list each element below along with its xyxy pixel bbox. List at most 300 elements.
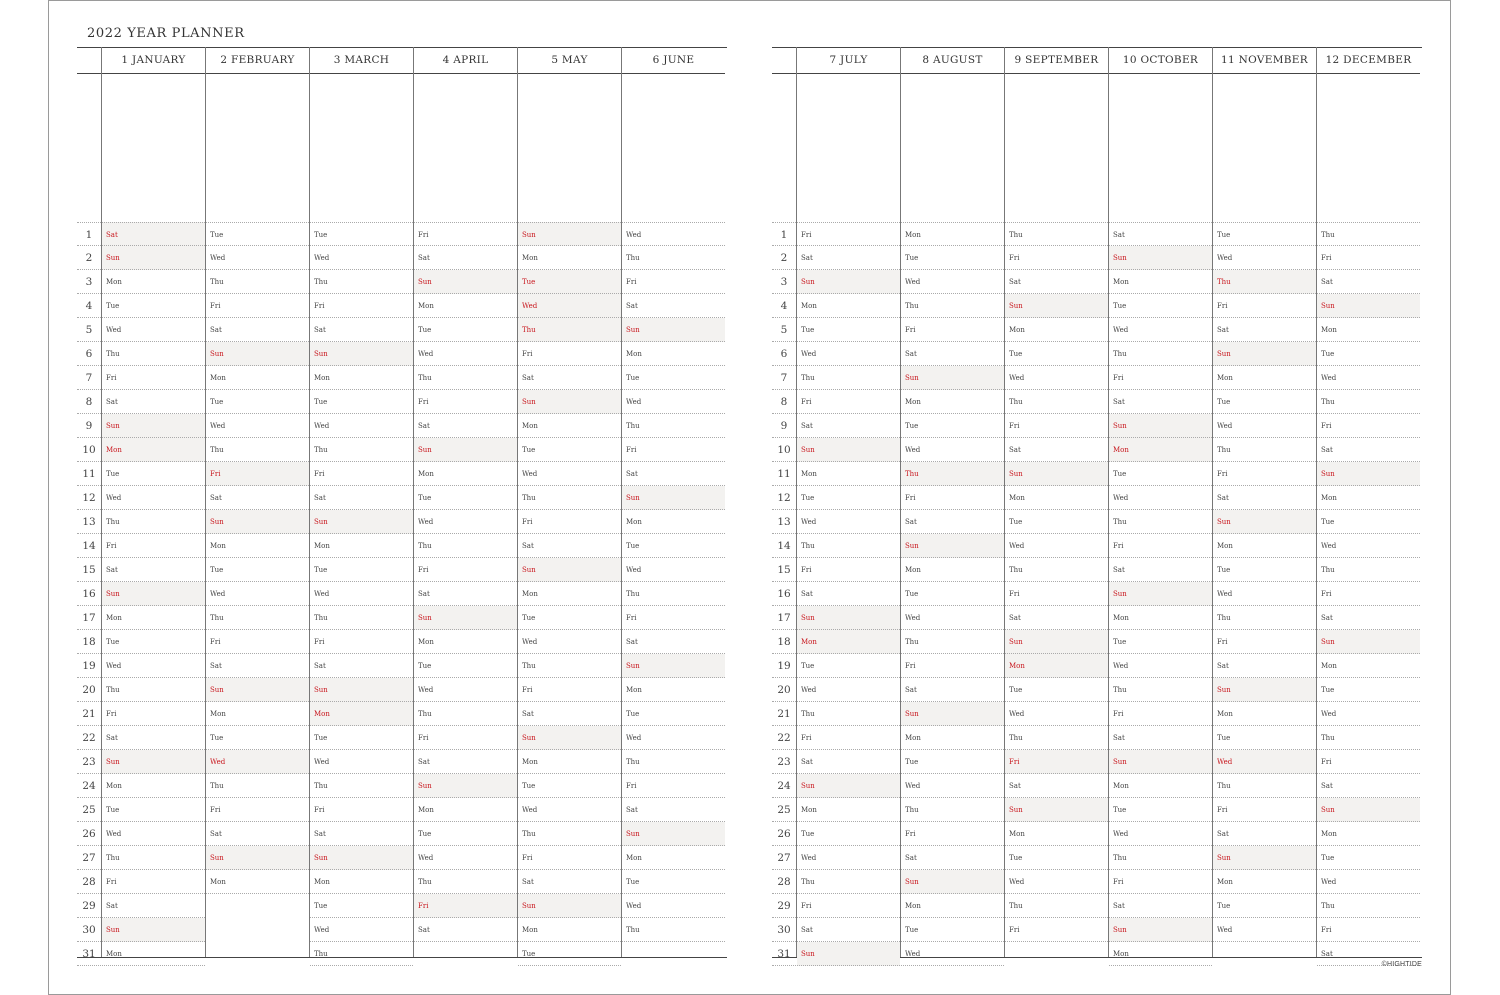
day-cell[interactable]: Tue [1005, 342, 1108, 366]
day-cell[interactable]: Tue [102, 630, 205, 654]
holiday-day-cell[interactable]: Sun [901, 702, 1004, 726]
day-cell[interactable]: Tue [1213, 222, 1316, 246]
holiday-day-cell[interactable]: Sun [1109, 414, 1212, 438]
holiday-day-cell[interactable]: Fri [414, 894, 517, 918]
holiday-day-cell[interactable]: Sun [901, 870, 1004, 894]
day-cell[interactable]: Thu [518, 654, 621, 678]
day-cell[interactable]: Wed [797, 678, 900, 702]
day-cell[interactable]: Sat [414, 246, 517, 270]
day-cell[interactable]: Thu [1317, 726, 1420, 750]
day-cell[interactable]: Mon [797, 798, 900, 822]
day-cell[interactable]: Sat [310, 486, 413, 510]
day-cell[interactable]: Wed [206, 246, 309, 270]
day-cell[interactable]: Thu [1005, 558, 1108, 582]
day-cell[interactable]: Fri [1317, 414, 1420, 438]
day-cell[interactable]: Sat [901, 510, 1004, 534]
day-cell[interactable]: Wed [622, 894, 725, 918]
day-cell[interactable]: Wed [414, 846, 517, 870]
day-cell[interactable]: Thu [1109, 678, 1212, 702]
holiday-day-cell[interactable]: Thu [1213, 270, 1316, 294]
holiday-day-cell[interactable]: Sun [1317, 462, 1420, 486]
day-cell[interactable]: Tue [901, 582, 1004, 606]
day-cell[interactable]: Fri [206, 630, 309, 654]
holiday-day-cell[interactable]: Sun [622, 486, 725, 510]
day-cell[interactable]: Sat [518, 702, 621, 726]
holiday-day-cell[interactable]: Sun [414, 774, 517, 798]
holiday-day-cell[interactable]: Mon [1109, 438, 1212, 462]
day-cell[interactable]: Fri [901, 822, 1004, 846]
day-cell[interactable]: Sat [102, 390, 205, 414]
day-cell[interactable]: Fri [1213, 630, 1316, 654]
day-cell[interactable]: Sat [310, 822, 413, 846]
day-cell[interactable]: Thu [901, 294, 1004, 318]
day-cell[interactable]: Sat [206, 318, 309, 342]
day-cell[interactable]: Fri [1213, 294, 1316, 318]
day-cell[interactable]: Wed [1005, 702, 1108, 726]
day-cell[interactable]: Tue [1109, 462, 1212, 486]
day-cell[interactable]: Sat [1005, 606, 1108, 630]
day-cell[interactable]: Thu [1005, 894, 1108, 918]
holiday-day-cell[interactable]: Sun [1005, 462, 1108, 486]
day-cell[interactable]: Thu [901, 630, 1004, 654]
day-cell[interactable]: Wed [518, 798, 621, 822]
day-cell[interactable]: Wed [310, 750, 413, 774]
day-cell[interactable]: Wed [1213, 246, 1316, 270]
day-cell[interactable]: Wed [1005, 870, 1108, 894]
day-cell[interactable]: Mon [1109, 942, 1212, 966]
day-cell[interactable]: Tue [206, 222, 309, 246]
day-cell[interactable]: Tue [1213, 894, 1316, 918]
day-cell[interactable]: Fri [518, 510, 621, 534]
day-cell[interactable]: Thu [414, 366, 517, 390]
day-cell[interactable]: Tue [1317, 510, 1420, 534]
holiday-day-cell[interactable]: Sun [102, 918, 205, 942]
day-cell[interactable]: Wed [414, 678, 517, 702]
day-cell[interactable]: Tue [797, 318, 900, 342]
day-cell[interactable]: Sat [1109, 390, 1212, 414]
day-cell[interactable]: Mon [797, 294, 900, 318]
day-cell[interactable]: Fri [518, 678, 621, 702]
holiday-day-cell[interactable]: Sun [901, 534, 1004, 558]
holiday-day-cell[interactable]: Sun [102, 246, 205, 270]
day-cell[interactable]: Sat [797, 246, 900, 270]
day-cell[interactable]: Mon [310, 870, 413, 894]
holiday-day-cell[interactable]: Wed [1213, 750, 1316, 774]
day-cell[interactable]: Wed [1317, 870, 1420, 894]
day-cell[interactable]: Thu [206, 606, 309, 630]
day-cell[interactable]: Tue [797, 654, 900, 678]
day-cell[interactable]: Thu [310, 774, 413, 798]
day-cell[interactable]: Fri [414, 390, 517, 414]
day-cell[interactable]: Fri [622, 438, 725, 462]
day-cell[interactable]: Thu [1005, 726, 1108, 750]
day-cell[interactable]: Wed [901, 606, 1004, 630]
day-cell[interactable]: Mon [622, 846, 725, 870]
day-cell[interactable]: Thu [414, 702, 517, 726]
day-cell[interactable]: Mon [1005, 486, 1108, 510]
day-cell[interactable]: Fri [901, 654, 1004, 678]
day-cell[interactable]: Fri [206, 798, 309, 822]
day-cell[interactable]: Tue [797, 486, 900, 510]
day-cell[interactable]: Sat [414, 750, 517, 774]
day-cell[interactable]: Fri [1109, 870, 1212, 894]
day-cell[interactable]: Tue [901, 918, 1004, 942]
day-cell[interactable]: Thu [622, 750, 725, 774]
holiday-day-cell[interactable]: Sun [206, 342, 309, 366]
day-cell[interactable]: Wed [1005, 366, 1108, 390]
day-cell[interactable]: Wed [797, 510, 900, 534]
day-cell[interactable]: Mon [1213, 870, 1316, 894]
day-cell[interactable]: Tue [1213, 558, 1316, 582]
day-cell[interactable]: Fri [622, 270, 725, 294]
day-cell[interactable]: Mon [102, 606, 205, 630]
day-cell[interactable]: Tue [518, 942, 621, 966]
holiday-day-cell[interactable]: Thu [901, 462, 1004, 486]
day-cell[interactable]: Sat [1005, 774, 1108, 798]
holiday-day-cell[interactable]: Sun [1109, 918, 1212, 942]
day-cell[interactable]: Tue [622, 366, 725, 390]
day-cell[interactable]: Mon [518, 582, 621, 606]
holiday-day-cell[interactable]: Sun [1213, 510, 1316, 534]
day-cell[interactable]: Tue [414, 654, 517, 678]
holiday-day-cell[interactable]: Sun [1109, 582, 1212, 606]
day-cell[interactable]: Sat [1317, 606, 1420, 630]
day-cell[interactable]: Mon [206, 702, 309, 726]
day-cell[interactable]: Mon [206, 366, 309, 390]
day-cell[interactable]: Mon [414, 294, 517, 318]
day-cell[interactable]: Tue [310, 894, 413, 918]
day-cell[interactable]: Tue [102, 798, 205, 822]
holiday-day-cell[interactable]: Fri [1005, 750, 1108, 774]
holiday-day-cell[interactable]: Sun [310, 678, 413, 702]
day-cell[interactable]: Sat [622, 798, 725, 822]
day-cell[interactable]: Thu [1317, 558, 1420, 582]
day-cell[interactable]: Tue [622, 702, 725, 726]
day-cell[interactable]: Thu [1109, 846, 1212, 870]
holiday-day-cell[interactable]: Sun [206, 678, 309, 702]
holiday-day-cell[interactable]: Sun [518, 726, 621, 750]
holiday-day-cell[interactable]: Sun [102, 414, 205, 438]
day-cell[interactable]: Tue [901, 246, 1004, 270]
day-cell[interactable]: Thu [1109, 342, 1212, 366]
day-cell[interactable]: Sat [518, 870, 621, 894]
day-cell[interactable]: Thu [797, 366, 900, 390]
day-cell[interactable]: Thu [414, 534, 517, 558]
day-cell[interactable]: Tue [901, 750, 1004, 774]
day-cell[interactable]: Fri [797, 558, 900, 582]
day-cell[interactable]: Fri [206, 294, 309, 318]
holiday-day-cell[interactable]: Sun [622, 654, 725, 678]
day-cell[interactable]: Mon [518, 918, 621, 942]
day-cell[interactable]: Mon [901, 726, 1004, 750]
holiday-day-cell[interactable]: Sun [518, 390, 621, 414]
day-cell[interactable]: Mon [1109, 270, 1212, 294]
day-cell[interactable]: Wed [622, 558, 725, 582]
day-cell[interactable]: Fri [414, 222, 517, 246]
day-cell[interactable]: Mon [1005, 318, 1108, 342]
day-cell[interactable]: Wed [1109, 822, 1212, 846]
day-cell[interactable]: Thu [310, 942, 413, 966]
day-cell[interactable]: Tue [102, 294, 205, 318]
holiday-day-cell[interactable]: Sun [1317, 798, 1420, 822]
day-cell[interactable]: Fri [1213, 798, 1316, 822]
day-cell[interactable]: Sat [518, 366, 621, 390]
day-cell[interactable]: Fri [1109, 534, 1212, 558]
day-cell[interactable]: Tue [1005, 510, 1108, 534]
day-cell[interactable]: Wed [622, 222, 725, 246]
day-cell[interactable]: Mon [1005, 822, 1108, 846]
day-cell[interactable]: Thu [1317, 222, 1420, 246]
day-cell[interactable]: Wed [1005, 534, 1108, 558]
day-cell[interactable]: Thu [1317, 390, 1420, 414]
day-cell[interactable]: Mon [310, 366, 413, 390]
holiday-day-cell[interactable]: Sun [797, 774, 900, 798]
day-cell[interactable]: Wed [622, 390, 725, 414]
day-cell[interactable]: Wed [1317, 366, 1420, 390]
day-cell[interactable]: Tue [310, 222, 413, 246]
day-cell[interactable]: Fri [1005, 918, 1108, 942]
day-cell[interactable]: Tue [310, 558, 413, 582]
day-cell[interactable]: Sat [797, 414, 900, 438]
day-cell[interactable]: Thu [901, 798, 1004, 822]
day-cell[interactable]: Tue [206, 558, 309, 582]
day-cell[interactable]: Thu [622, 582, 725, 606]
day-cell[interactable]: Sat [622, 630, 725, 654]
day-cell[interactable]: Sat [206, 486, 309, 510]
day-cell[interactable]: Wed [1213, 582, 1316, 606]
holiday-day-cell[interactable]: Sun [797, 942, 900, 966]
day-cell[interactable]: Sat [1317, 438, 1420, 462]
day-cell[interactable]: Tue [414, 318, 517, 342]
day-cell[interactable]: Thu [797, 702, 900, 726]
day-cell[interactable]: Sat [1109, 222, 1212, 246]
holiday-day-cell[interactable]: Sun [1005, 630, 1108, 654]
day-cell[interactable]: Sat [622, 462, 725, 486]
day-cell[interactable]: Sat [206, 822, 309, 846]
day-cell[interactable]: Mon [102, 270, 205, 294]
day-cell[interactable]: Sat [797, 918, 900, 942]
day-cell[interactable]: Mon [622, 510, 725, 534]
day-cell[interactable]: Sat [901, 846, 1004, 870]
day-cell[interactable]: Mon [1213, 366, 1316, 390]
day-cell[interactable]: Sat [206, 654, 309, 678]
holiday-day-cell[interactable]: Sun [310, 510, 413, 534]
day-cell[interactable]: Mon [901, 558, 1004, 582]
day-cell[interactable]: Wed [310, 246, 413, 270]
day-cell[interactable]: Mon [310, 534, 413, 558]
day-cell[interactable]: Mon [518, 414, 621, 438]
day-cell[interactable]: Thu [102, 678, 205, 702]
day-cell[interactable]: Wed [310, 918, 413, 942]
day-cell[interactable]: Sat [1213, 822, 1316, 846]
day-cell[interactable]: Tue [1109, 798, 1212, 822]
day-cell[interactable]: Fri [518, 846, 621, 870]
day-cell[interactable]: Thu [102, 342, 205, 366]
day-cell[interactable]: Fri [102, 702, 205, 726]
holiday-day-cell[interactable]: Mon [1005, 654, 1108, 678]
day-cell[interactable]: Sat [1109, 726, 1212, 750]
day-cell[interactable]: Mon [102, 774, 205, 798]
day-cell[interactable]: Mon [1317, 654, 1420, 678]
holiday-day-cell[interactable]: Sun [1005, 798, 1108, 822]
holiday-day-cell[interactable]: Sun [518, 894, 621, 918]
day-cell[interactable]: Sat [1005, 438, 1108, 462]
day-cell[interactable]: Mon [1213, 534, 1316, 558]
day-cell[interactable]: Mon [1109, 774, 1212, 798]
day-cell[interactable]: Sat [1109, 894, 1212, 918]
holiday-day-cell[interactable]: Sun [797, 270, 900, 294]
holiday-day-cell[interactable]: Sun [518, 558, 621, 582]
day-cell[interactable]: Fri [1005, 582, 1108, 606]
day-cell[interactable]: Mon [1213, 702, 1316, 726]
day-cell[interactable]: Wed [1213, 918, 1316, 942]
day-cell[interactable]: Thu [1213, 606, 1316, 630]
day-cell[interactable]: Wed [797, 342, 900, 366]
holiday-day-cell[interactable]: Sun [1317, 630, 1420, 654]
day-cell[interactable]: Fri [1005, 246, 1108, 270]
day-cell[interactable]: Mon [1109, 606, 1212, 630]
day-cell[interactable]: Mon [206, 870, 309, 894]
day-cell[interactable]: Fri [797, 726, 900, 750]
holiday-day-cell[interactable]: Sun [901, 366, 1004, 390]
day-cell[interactable]: Mon [797, 462, 900, 486]
day-cell[interactable]: Mon [622, 678, 725, 702]
day-cell[interactable]: Thu [1109, 510, 1212, 534]
day-cell[interactable]: Mon [518, 750, 621, 774]
day-cell[interactable]: Sat [414, 918, 517, 942]
day-cell[interactable]: Thu [1213, 774, 1316, 798]
day-cell[interactable]: Mon [901, 222, 1004, 246]
holiday-day-cell[interactable]: Wed [206, 750, 309, 774]
day-cell[interactable]: Tue [1005, 846, 1108, 870]
holiday-day-cell[interactable]: Mon [310, 702, 413, 726]
day-cell[interactable]: Fri [1109, 702, 1212, 726]
day-cell[interactable]: Sat [797, 750, 900, 774]
day-cell[interactable]: Wed [102, 486, 205, 510]
day-cell[interactable]: Tue [1109, 294, 1212, 318]
day-cell[interactable]: Tue [622, 534, 725, 558]
day-cell[interactable]: Thu [1005, 390, 1108, 414]
day-cell[interactable]: Mon [102, 942, 205, 966]
day-cell[interactable]: Fri [622, 774, 725, 798]
holiday-day-cell[interactable]: Sat [102, 222, 205, 246]
day-cell[interactable]: Sat [310, 654, 413, 678]
day-cell[interactable]: Tue [518, 438, 621, 462]
day-cell[interactable]: Tue [206, 726, 309, 750]
holiday-day-cell[interactable]: Tue [518, 270, 621, 294]
holiday-day-cell[interactable]: Fri [206, 462, 309, 486]
day-cell[interactable]: Fri [1005, 414, 1108, 438]
day-cell[interactable]: Sat [1317, 270, 1420, 294]
holiday-day-cell[interactable]: Sun [518, 222, 621, 246]
day-cell[interactable]: Thu [518, 486, 621, 510]
day-cell[interactable]: Tue [622, 870, 725, 894]
day-cell[interactable]: Fri [1317, 582, 1420, 606]
holiday-day-cell[interactable]: Sun [1109, 750, 1212, 774]
day-cell[interactable]: Fri [310, 798, 413, 822]
day-cell[interactable]: Sat [1109, 558, 1212, 582]
day-cell[interactable]: Thu [622, 414, 725, 438]
day-cell[interactable]: Thu [518, 822, 621, 846]
day-cell[interactable]: Wed [901, 270, 1004, 294]
day-cell[interactable]: Sat [414, 582, 517, 606]
day-cell[interactable]: Fri [1317, 750, 1420, 774]
day-cell[interactable]: Sat [1005, 270, 1108, 294]
day-cell[interactable]: Tue [102, 462, 205, 486]
day-cell[interactable]: Tue [1005, 678, 1108, 702]
day-cell[interactable]: Wed [518, 462, 621, 486]
day-cell[interactable]: Thu [310, 270, 413, 294]
day-cell[interactable]: Sat [1317, 774, 1420, 798]
day-cell[interactable]: Fri [1109, 366, 1212, 390]
day-cell[interactable]: Fri [518, 342, 621, 366]
day-cell[interactable]: Fri [1317, 246, 1420, 270]
holiday-day-cell[interactable]: Sun [310, 342, 413, 366]
day-cell[interactable]: Thu [102, 510, 205, 534]
day-cell[interactable]: Fri [901, 318, 1004, 342]
day-cell[interactable]: Tue [310, 390, 413, 414]
day-cell[interactable]: Thu [206, 270, 309, 294]
day-cell[interactable]: Sat [102, 894, 205, 918]
day-cell[interactable]: Mon [414, 798, 517, 822]
holiday-day-cell[interactable]: Sun [1317, 294, 1420, 318]
holiday-day-cell[interactable]: Thu [518, 318, 621, 342]
day-cell[interactable]: Fri [414, 726, 517, 750]
day-cell[interactable]: Mon [414, 630, 517, 654]
day-cell[interactable]: Fri [797, 390, 900, 414]
day-cell[interactable]: Wed [1213, 414, 1316, 438]
day-cell[interactable]: Sat [102, 726, 205, 750]
day-cell[interactable]: Thu [797, 534, 900, 558]
day-cell[interactable]: Wed [901, 438, 1004, 462]
day-cell[interactable]: Tue [901, 414, 1004, 438]
day-cell[interactable]: Tue [518, 774, 621, 798]
day-cell[interactable]: Wed [797, 846, 900, 870]
holiday-day-cell[interactable]: Sun [310, 846, 413, 870]
day-cell[interactable]: Sat [1213, 318, 1316, 342]
holiday-day-cell[interactable]: Sun [206, 510, 309, 534]
day-cell[interactable]: Tue [518, 606, 621, 630]
day-cell[interactable]: Tue [1317, 342, 1420, 366]
day-cell[interactable]: Wed [310, 414, 413, 438]
holiday-day-cell[interactable]: Sun [622, 318, 725, 342]
day-cell[interactable]: Sat [901, 678, 1004, 702]
day-cell[interactable]: Thu [1005, 222, 1108, 246]
day-cell[interactable]: Wed [414, 510, 517, 534]
day-cell[interactable]: Thu [102, 846, 205, 870]
day-cell[interactable]: Thu [622, 246, 725, 270]
day-cell[interactable]: Thu [310, 438, 413, 462]
day-cell[interactable]: Fri [622, 606, 725, 630]
day-cell[interactable]: Mon [901, 894, 1004, 918]
day-cell[interactable]: Wed [1317, 534, 1420, 558]
day-cell[interactable]: Fri [797, 894, 900, 918]
day-cell[interactable]: Fri [310, 462, 413, 486]
day-cell[interactable]: Tue [1213, 390, 1316, 414]
day-cell[interactable]: Tue [414, 822, 517, 846]
day-cell[interactable]: Sat [622, 294, 725, 318]
day-cell[interactable]: Thu [622, 918, 725, 942]
day-cell[interactable]: Sat [310, 318, 413, 342]
day-cell[interactable]: Wed [622, 726, 725, 750]
day-cell[interactable]: Thu [206, 774, 309, 798]
holiday-day-cell[interactable]: Sun [206, 846, 309, 870]
day-cell[interactable]: Tue [1317, 678, 1420, 702]
day-cell[interactable]: Wed [1109, 654, 1212, 678]
holiday-day-cell[interactable]: Sun [622, 822, 725, 846]
day-cell[interactable]: Wed [206, 582, 309, 606]
day-cell[interactable]: Fri [102, 366, 205, 390]
